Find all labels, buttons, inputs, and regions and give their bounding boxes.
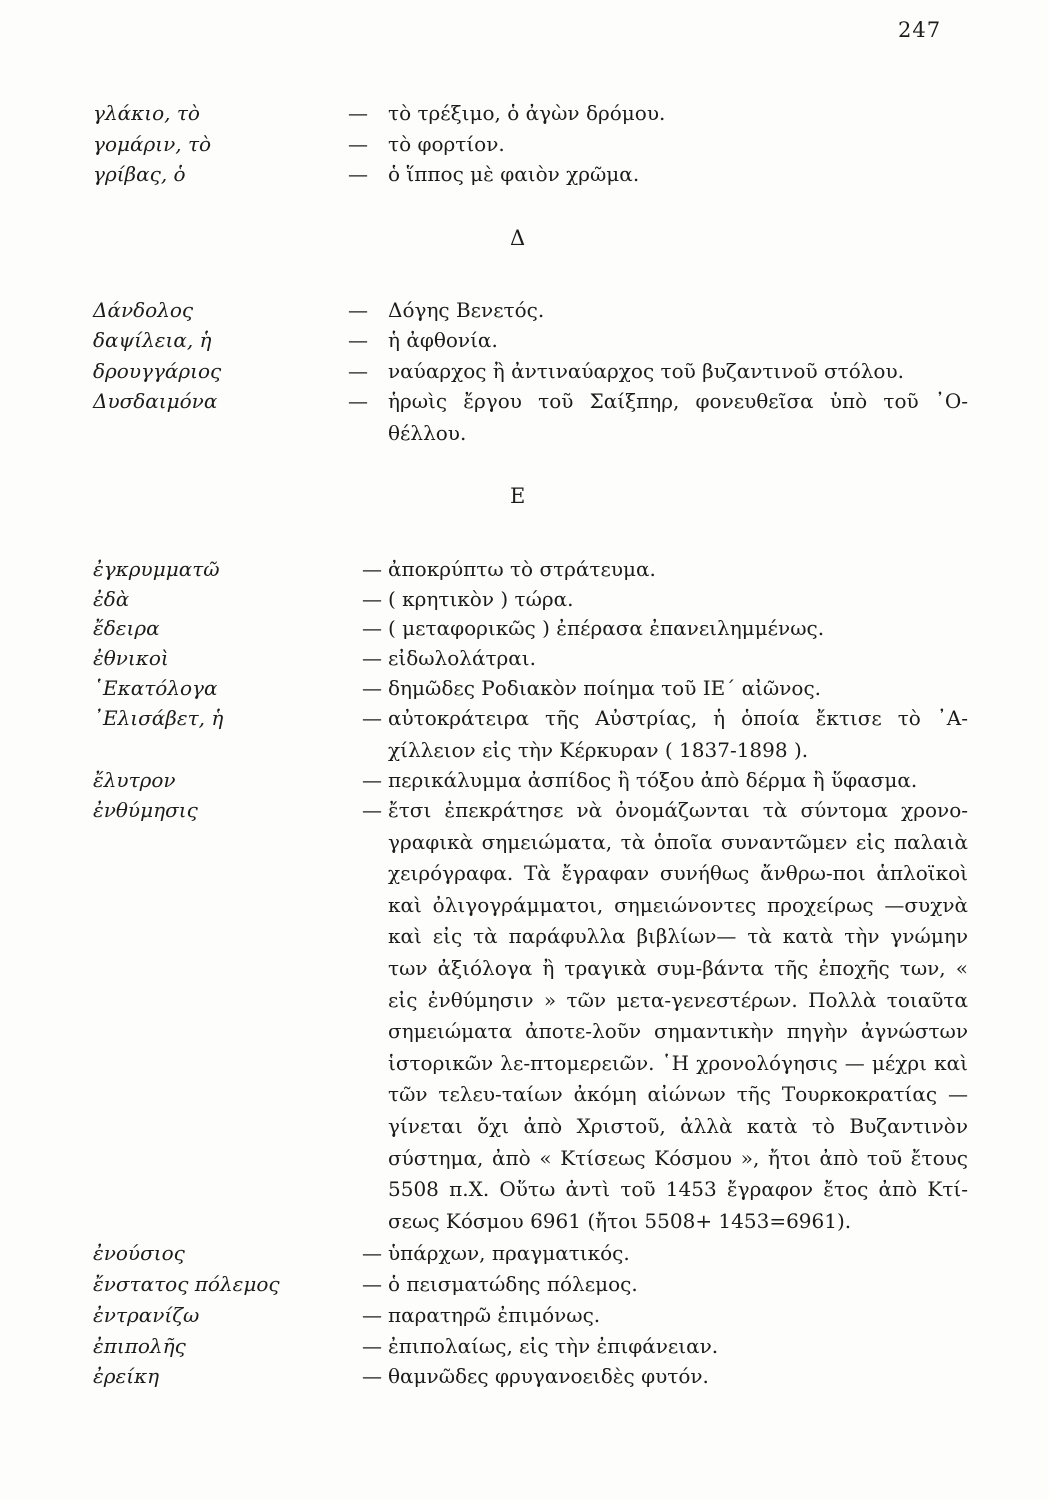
entry-dash: — <box>362 1241 382 1265</box>
entry-term: γλάκιο, τὸ <box>93 101 200 125</box>
entry-definition: ἔτσι ἐπεκράτησε νὰ ὀνομάζωνται τὰ σύντομα χρονο-γραφικὰ σημειώματα, τὰ ὁποῖα συναντῶμεν εἰς παλαιὰ χειρόγραφα. Τὰ ἔγραφαν συνήθως ἄνθρω-ποι ἁπλοϊκοὶ καὶ ὀλιγογράμματοι, σημειώνοντες προχείρως —συχνὰ καὶ εἰς τὰ παράφυλλα βιβλίων— τὰ κατὰ τὴν γνώμην των ἀξιόλογα ἢ τραγικὰ συμ-βάντα τῆς ἐποχῆς των, « εἰς ἐνθύμησιν » τῶν μετα-γενεστέρων. Πολλὰ τοιαῦτα σημειώματα ἀποτε-λοῦν σημαντικὴν πηγὴν ἀγνώστων ἱστορικῶν λε-πτομερειῶν. ῾Η χρονολόγησις — μέχρι καὶ τῶν τελευ-ταίων ἀκόμη αἰώνων τῆς Τουρκοκρατίας — γίνεται ὄχι ἀπὸ Χριστοῦ, ἀλλὰ κατὰ τὸ Βυζαντινὸν σύστημα, ἀπὸ « Κτίσεως Κόσμου », ἤτοι ἀπὸ τοῦ ἔτους 5508 π.Χ. Οὕτω ἀντὶ τοῦ 1453 ἔγραφον ἔτος ἀπὸ Κτί-σεως Κόσμου 6961 (ἤτοι 5508+ 1453=6961). <box>388 798 968 1233</box>
glossary-entry <box>0 554 1049 581</box>
entry-dash: — <box>362 1364 382 1388</box>
glossary-entry <box>0 325 1049 352</box>
glossary-entry <box>0 1300 1049 1327</box>
section-heading-epsilon: Ε <box>510 484 526 508</box>
glossary-entry <box>0 584 1049 611</box>
glossary-entry <box>0 703 1049 762</box>
entry-dash: — <box>348 359 368 383</box>
entry-definition: ἐπιπολαίως, εἰς τὴν ἐπιφάνειαν. <box>388 1334 719 1358</box>
section-heading-delta: Δ <box>510 226 526 250</box>
entry-dash: — <box>362 768 382 792</box>
glossary-entry <box>0 1361 1049 1388</box>
entry-term: γρίβας, ὁ <box>93 162 186 186</box>
page-number: 247 <box>898 18 942 42</box>
entry-definition: τὸ τρέξιμο, ὁ ἀγὼν δρόμου. <box>388 101 666 125</box>
glossary-entry <box>0 386 1049 445</box>
entry-dash: — <box>362 557 382 581</box>
entry-dash: — <box>348 389 368 413</box>
entry-dash: — <box>362 587 382 611</box>
glossary-entry <box>0 1269 1049 1296</box>
entry-definition: ναύαρχος ἢ ἀντιναύαρχος τοῦ βυζαντινοῦ στόλου. <box>388 359 904 383</box>
entry-term: ἐγκρυμματῶ <box>93 557 220 581</box>
glossary-entry <box>0 98 1049 125</box>
entry-definition: θαμνῶδες φρυγανοειδὲς φυτόν. <box>388 1364 709 1388</box>
entry-term: ἐδὰ <box>93 587 130 611</box>
entry-definition: Δόγης Βενετός. <box>388 298 545 322</box>
glossary-entry <box>0 643 1049 670</box>
entry-dash: — <box>348 328 368 352</box>
glossary-entry <box>0 356 1049 383</box>
entry-term: ἐνθύμησις <box>93 798 198 822</box>
entry-definition: ( κρητικὸν ) τώρα. <box>388 587 574 611</box>
entry-dash: — <box>362 1303 382 1327</box>
glossary-entry <box>0 129 1049 156</box>
entry-dash: — <box>362 706 382 730</box>
entry-dash: — <box>362 676 382 700</box>
entry-definition: ( μεταφορικῶς ) ἐπέρασα ἐπανειλημμένως. <box>388 616 825 640</box>
entry-definition: ὁ ἵππος μὲ φαιὸν χρῶμα. <box>388 162 640 186</box>
glossary-entry <box>0 1238 1049 1265</box>
entry-dash: — <box>362 1334 382 1358</box>
entry-term: ἐρείκη <box>93 1364 160 1388</box>
entry-dash: — <box>348 298 368 322</box>
entry-definition: εἰδωλολάτραι. <box>388 646 536 670</box>
glossary-entry <box>0 1331 1049 1358</box>
entry-dash: — <box>348 162 368 186</box>
entry-definition: ἡ ἀφθονία. <box>388 328 498 352</box>
entry-definition: παρατηρῶ ἐπιμόνως. <box>388 1303 601 1327</box>
entry-definition: ἀποκρύπτω τὸ στράτευμα. <box>388 557 656 581</box>
entry-term: γομάριν, τὸ <box>93 132 212 156</box>
entry-term: Δάνδολος <box>93 298 194 322</box>
entry-dash: — <box>362 798 382 822</box>
entry-term: ἐνούσιος <box>93 1241 185 1265</box>
entry-term: ἔλυτρον <box>93 768 176 792</box>
entry-definition: τὸ φορτίον. <box>388 132 505 156</box>
entry-definition: ἡρωὶς ἔργου τοῦ Σαίξπηρ, φονευθεῖσα ὑπὸ τοῦ ᾿Ο-θέλλου. <box>388 389 968 445</box>
entry-term: ἐθνικοὶ <box>93 646 169 670</box>
entry-term: ἐντρανίζω <box>93 1303 200 1327</box>
entry-dash: — <box>362 646 382 670</box>
entry-term: ἔδειρα <box>93 616 160 640</box>
entry-definition: ὑπάρχων, πραγματικός. <box>388 1241 630 1265</box>
entry-term: ᾿Ελισάβετ, ἡ <box>93 706 224 730</box>
glossary-entry <box>0 795 1049 1233</box>
entry-term: δαψίλεια, ἡ <box>93 328 212 352</box>
entry-term: ῾Εκατόλογα <box>93 676 218 700</box>
entry-dash: — <box>348 101 368 125</box>
entry-dash: — <box>362 616 382 640</box>
entry-definition: δημῶδες Ροδιακὸν ποίημα τοῦ ΙΕ΄ αἰῶνος. <box>388 676 821 700</box>
entry-definition: ὁ πεισματώδης πόλεμος. <box>388 1272 638 1296</box>
glossary-entry <box>0 765 1049 792</box>
glossary-entry <box>0 613 1049 640</box>
entry-dash: — <box>348 132 368 156</box>
entry-term: ἐπιπολῆς <box>93 1334 186 1358</box>
glossary-entry <box>0 673 1049 700</box>
entry-term: δρουγγάριος <box>93 359 222 383</box>
entry-term: ἔνστατος πόλεμος <box>93 1272 280 1296</box>
entry-dash: — <box>362 1272 382 1296</box>
entry-definition: περικάλυμμα ἀσπίδος ἢ τόξου ἀπὸ δέρμα ἢ ὕφασμα. <box>388 768 918 792</box>
glossary-entry <box>0 295 1049 322</box>
entry-term: Δυσδαιμόνα <box>93 389 218 413</box>
entry-definition: αὐτοκράτειρα τῆς Αὐστρίας, ἡ ὁποία ἔκτισε τὸ ᾿Α-χίλλειον εἰς τὴν Κέρκυραν ( 1837-1898 ). <box>388 706 968 762</box>
glossary-entry <box>0 159 1049 186</box>
